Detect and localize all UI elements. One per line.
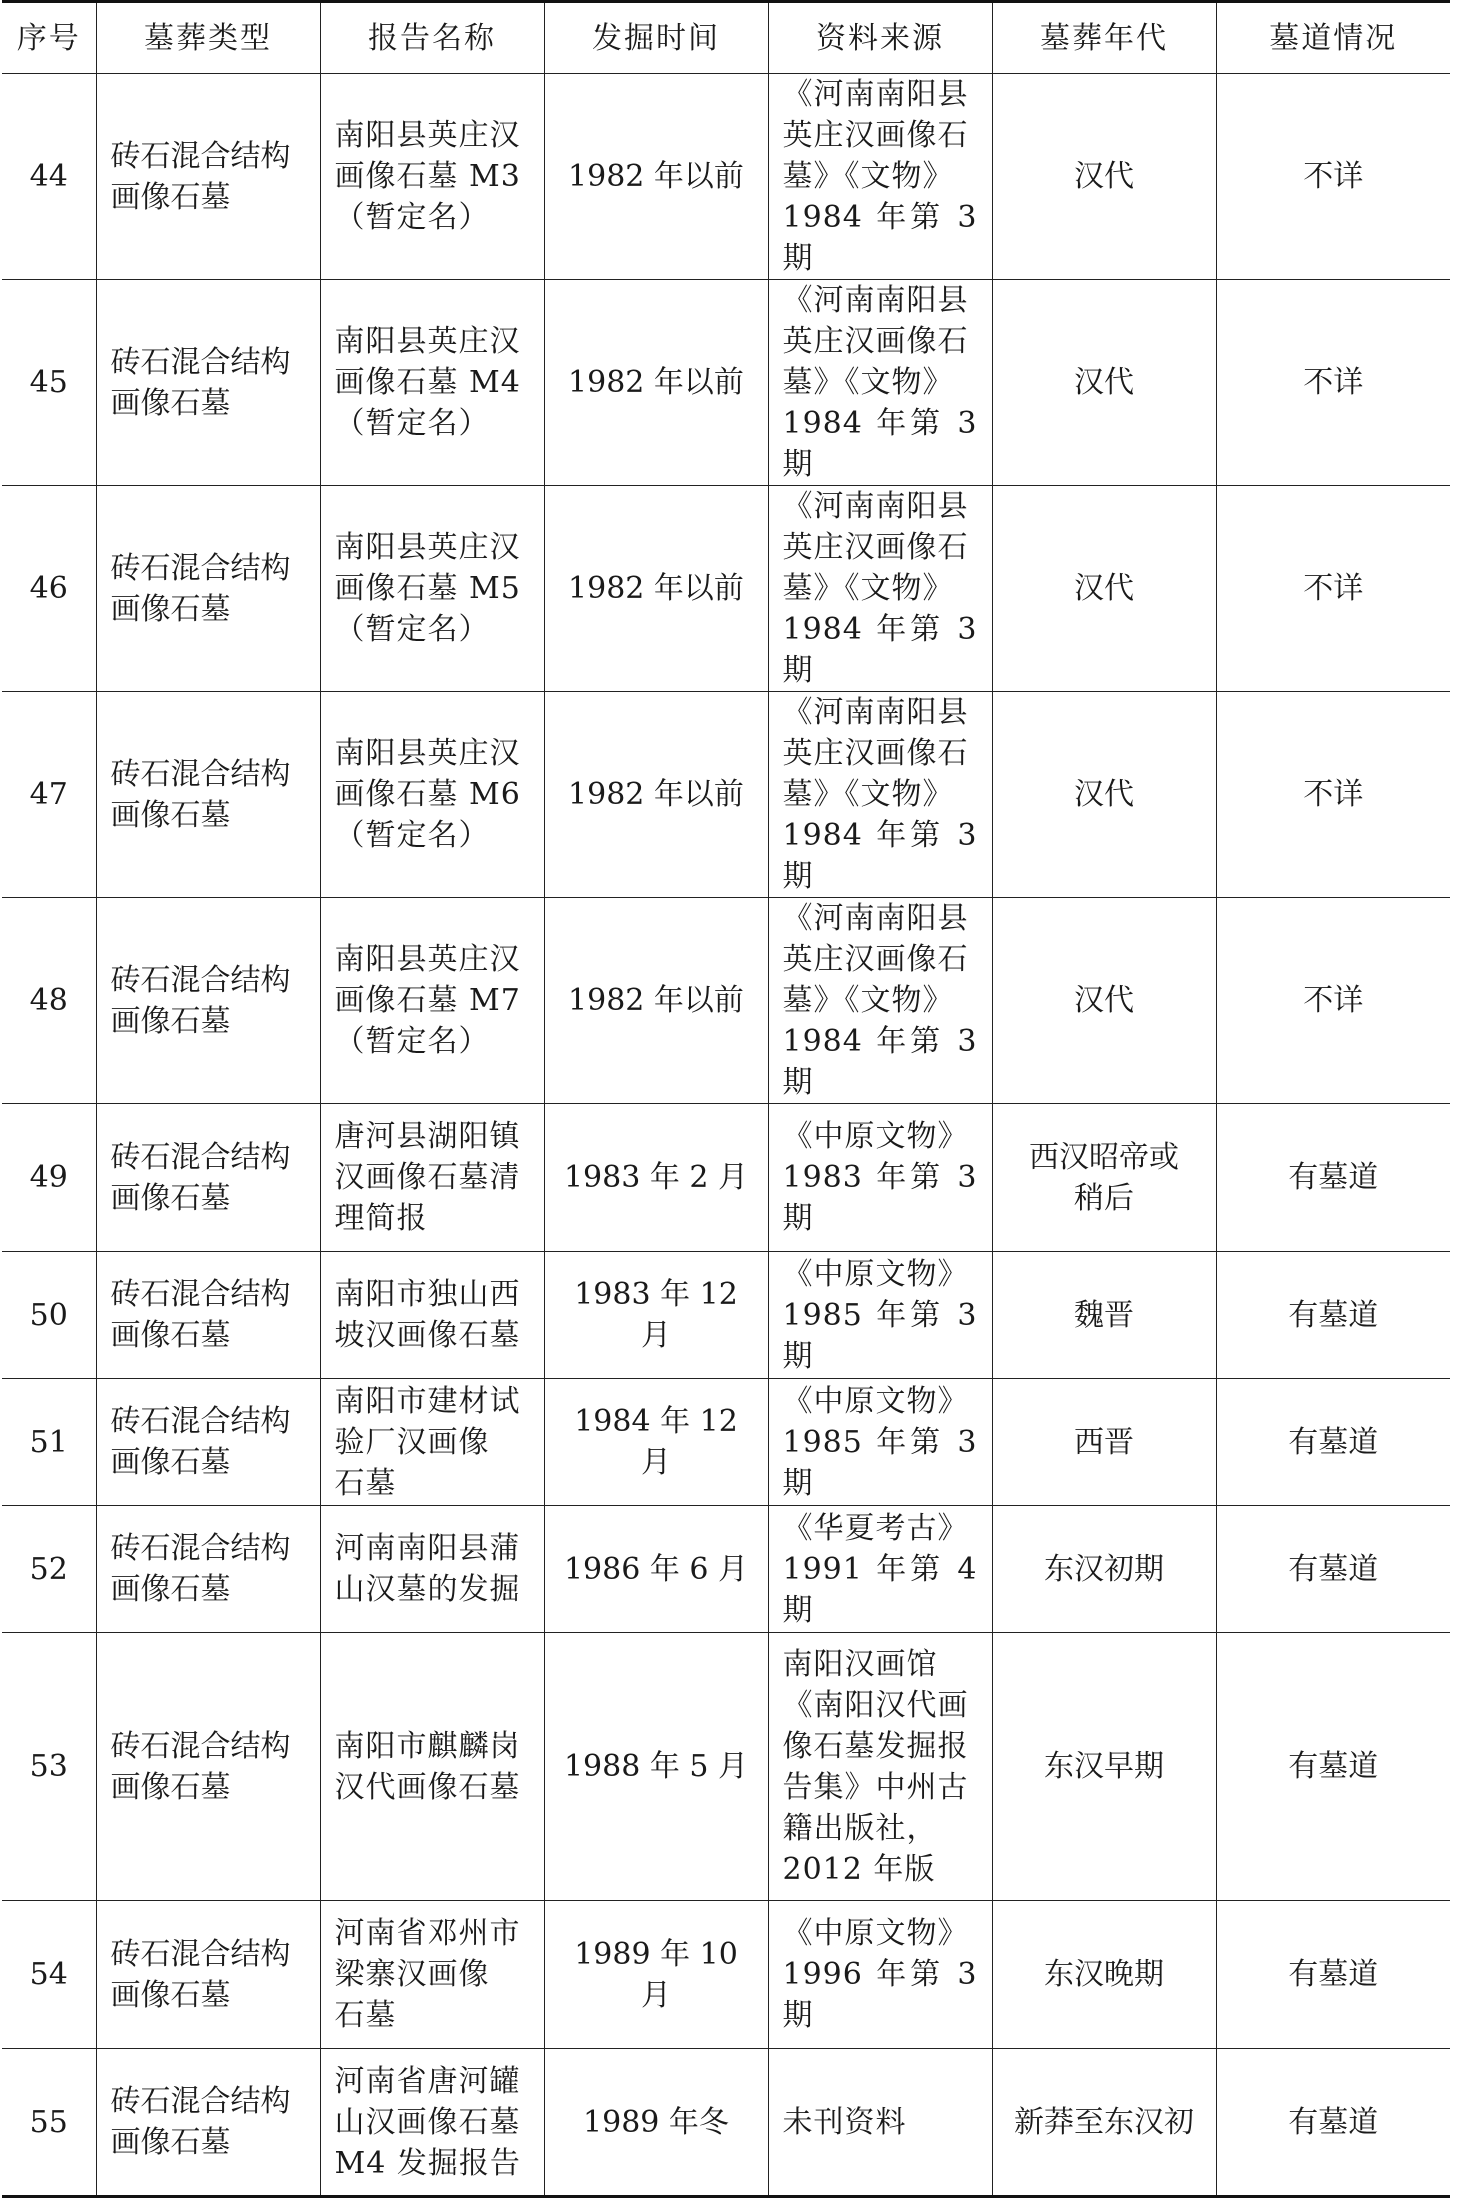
cell-report-name	[320, 2049, 544, 2197]
cell-excavation-date-text: 1984 年 12 月	[574, 1404, 738, 1480]
header-passage: 墓道情况	[1216, 2, 1450, 74]
cell-excavation-date-text: 1982 年以前	[568, 571, 744, 606]
cell-tomb-type	[96, 1506, 320, 1633]
cell-excavation-date	[544, 280, 768, 486]
cell-passage	[1216, 1901, 1450, 2049]
cell-index	[2, 1379, 96, 1506]
cell-excavation-date-text: 1982 年以前	[568, 365, 744, 400]
header-tomb-type: 墓葬类型	[96, 2, 320, 74]
cell-tomb-type-text: 砖石混合结构 画像石墓	[110, 2084, 291, 2160]
cell-report-name	[320, 898, 544, 1104]
cell-era-text: 汉代	[1074, 983, 1134, 1018]
table-row	[2, 1633, 1450, 1901]
cell-report-name-text: 南阳市麒麟岗 汉代画像石墓	[334, 1728, 521, 1805]
cell-source-text: 《河南南阳县 英庄汉画像石 墓》《文物》 1984 年第 3 期	[782, 283, 978, 482]
cell-report-name	[320, 280, 544, 486]
cell-tomb-type-text: 砖石混合结构 画像石墓	[110, 550, 291, 627]
table-row	[2, 1506, 1450, 1633]
cell-source-text: 《河南南阳县 英庄汉画像石 墓》《文物》 1984 年第 3 期	[782, 901, 978, 1100]
cell-era	[992, 692, 1216, 898]
cell-report-name-text: 南阳县英庄汉 画像石墓 M5 （暂定名）	[334, 530, 521, 647]
cell-report-name-text: 南阳县英庄汉 画像石墓 M6 （暂定名）	[334, 736, 521, 853]
cell-report-name	[320, 1901, 544, 2049]
cell-index	[2, 74, 96, 280]
cell-passage-text: 有墓道	[1288, 1297, 1379, 1333]
cell-source	[768, 898, 992, 1104]
cell-era	[992, 486, 1216, 692]
cell-era-text: 汉代	[1074, 365, 1134, 400]
cell-excavation-date-text: 1982 年以前	[568, 983, 744, 1018]
cell-index-text: 49	[29, 1160, 68, 1195]
table-row	[2, 280, 1450, 486]
header-era: 墓葬年代	[992, 2, 1216, 74]
cell-passage-text: 有墓道	[1288, 1957, 1379, 1992]
cell-passage	[1216, 1252, 1450, 1379]
cell-tomb-type-text: 砖石混合结构 画像石墓	[110, 1936, 291, 2013]
cell-index	[2, 1633, 96, 1901]
cell-era	[992, 2049, 1216, 2197]
cell-excavation-date	[544, 898, 768, 1104]
cell-passage-text: 有墓道	[1288, 1551, 1379, 1587]
header-source: 资料来源	[768, 2, 992, 74]
cell-source-text: 南阳汉画馆 《南阳汉代画 像石墓发掘报 告集》中州古 籍出版社， 2012 年版	[782, 1646, 969, 1887]
cell-tomb-type	[96, 1633, 320, 1901]
cell-report-name-text: 南阳县英庄汉 画像石墓 M7 （暂定名）	[334, 942, 521, 1059]
cell-era	[992, 74, 1216, 280]
cell-excavation-date-text: 1988 年 5 月	[563, 1749, 749, 1784]
cell-source-text: 《河南南阳县 英庄汉画像石 墓》《文物》 1984 年第 3 期	[782, 77, 978, 276]
header-report-name: 报告名称	[320, 2, 544, 74]
cell-index-text: 47	[29, 777, 68, 812]
cell-index	[2, 1901, 96, 2049]
cell-source	[768, 1506, 992, 1633]
cell-report-name	[320, 1104, 544, 1252]
cell-index	[2, 1506, 96, 1633]
cell-index	[2, 898, 96, 1104]
cell-era	[992, 1379, 1216, 1506]
cell-excavation-date-text: 1982 年以前	[568, 159, 744, 194]
cell-tomb-type-text: 砖石混合结构 画像石墓	[110, 1404, 291, 1480]
cell-source	[768, 692, 992, 898]
cell-source-text: 《河南南阳县 英庄汉画像石 墓》《文物》 1984 年第 3 期	[782, 489, 978, 688]
cell-era	[992, 898, 1216, 1104]
cell-era	[992, 1252, 1216, 1379]
cell-source-text: 《中原文物》 1983 年第 3 期	[782, 1119, 978, 1236]
cell-tomb-type-text: 砖石混合结构 画像石墓	[110, 1277, 291, 1353]
cell-source	[768, 1633, 992, 1901]
cell-excavation-date-text: 1989 年 10 月	[574, 1936, 738, 2013]
cell-excavation-date-text: 1983 年 2 月	[563, 1160, 749, 1195]
header-excavation-date: 发掘时间	[544, 2, 768, 74]
cell-passage-text: 不详	[1303, 777, 1364, 812]
table-row	[2, 1252, 1450, 1379]
cell-passage	[1216, 898, 1450, 1104]
table-row	[2, 1379, 1450, 1506]
cell-report-name-text: 南阳市独山西 坡汉画像石墓	[334, 1277, 521, 1353]
cell-index-text: 52	[29, 1551, 68, 1587]
cell-era	[992, 280, 1216, 486]
cell-source	[768, 486, 992, 692]
cell-era-text: 汉代	[1074, 777, 1134, 812]
cell-era	[992, 1633, 1216, 1901]
cell-report-name-text: 南阳县英庄汉 画像石墓 M3 （暂定名）	[334, 118, 521, 235]
cell-tomb-type	[96, 1252, 320, 1379]
cell-report-name-text: 河南南阳县蒲 山汉墓的发掘	[334, 1531, 521, 1607]
cell-excavation-date-text: 1989 年冬	[583, 2104, 729, 2140]
table-row	[2, 2049, 1450, 2197]
cell-era	[992, 1104, 1216, 1252]
table-row	[2, 74, 1450, 280]
cell-report-name-text: 河南省唐河罐 山汉画像石墓 M4 发掘报告	[334, 2063, 521, 2181]
table-row	[2, 898, 1450, 1104]
cell-source	[768, 74, 992, 280]
cell-tomb-type	[96, 74, 320, 280]
cell-index	[2, 1104, 96, 1252]
cell-excavation-date-text: 1982 年以前	[568, 777, 744, 812]
cell-index-text: 51	[29, 1424, 68, 1460]
cell-index-text: 54	[29, 1957, 68, 1992]
cell-excavation-date	[544, 1104, 768, 1252]
cell-passage-text: 有墓道	[1288, 1160, 1379, 1195]
cell-report-name-text: 河南省邓州市 梁寨汉画像 石墓	[334, 1916, 521, 2033]
cell-index	[2, 280, 96, 486]
cell-excavation-date	[544, 1252, 768, 1379]
cell-report-name-text: 南阳县英庄汉 画像石墓 M4 （暂定名）	[334, 324, 521, 441]
cell-passage	[1216, 692, 1450, 898]
cell-index	[2, 486, 96, 692]
cell-passage	[1216, 1633, 1450, 1901]
cell-tomb-type	[96, 486, 320, 692]
cell-tomb-type-text: 砖石混合结构 画像石墓	[110, 138, 291, 215]
cell-source-text: 《中原文物》 1985 年第 3 期	[782, 1383, 978, 1501]
cell-era-text: 魏晋	[1074, 1297, 1134, 1333]
cell-excavation-date	[544, 1633, 768, 1901]
cell-passage	[1216, 486, 1450, 692]
cell-passage-text: 不详	[1303, 983, 1364, 1018]
cell-tomb-type	[96, 1901, 320, 2049]
cell-source	[768, 280, 992, 486]
cell-era-text: 汉代	[1074, 571, 1134, 606]
cell-report-name	[320, 74, 544, 280]
cell-source	[768, 1104, 992, 1252]
cell-era-text: 西汉昭帝或 稍后	[1029, 1139, 1179, 1216]
table-row	[2, 1901, 1450, 2049]
cell-report-name-text: 南阳市建材试 验厂汉画像 石墓	[334, 1383, 521, 1501]
cell-index-text: 50	[29, 1297, 68, 1333]
cell-index-text: 53	[29, 1749, 68, 1784]
cell-era	[992, 1506, 1216, 1633]
cell-tomb-type	[96, 2049, 320, 2197]
cell-era-text: 汉代	[1074, 159, 1134, 194]
cell-tomb-type-text: 砖石混合结构 画像石墓	[110, 1139, 291, 1216]
cell-tomb-type	[96, 898, 320, 1104]
cell-passage	[1216, 280, 1450, 486]
cell-source-text: 《中原文物》 1985 年第 3 期	[782, 1256, 978, 1374]
table-row	[2, 692, 1450, 898]
cell-passage-text: 不详	[1303, 365, 1364, 400]
cell-source-text: 《华夏考古》 1991 年第 4 期	[782, 1510, 978, 1628]
cell-tomb-type	[96, 692, 320, 898]
cell-index	[2, 2049, 96, 2197]
cell-index-text: 55	[29, 2104, 68, 2140]
header-index: 序号	[2, 2, 96, 74]
cell-report-name	[320, 486, 544, 692]
cell-excavation-date	[544, 2049, 768, 2197]
cell-excavation-date-text: 1986 年 6 月	[563, 1551, 749, 1587]
cell-source-text: 《中原文物》 1996 年第 3 期	[782, 1916, 978, 2033]
cell-tomb-type	[96, 1379, 320, 1506]
table-row	[2, 1104, 1450, 1252]
cell-source-text: 未刊资料	[782, 2104, 907, 2140]
cell-report-name	[320, 1252, 544, 1379]
cell-excavation-date	[544, 1379, 768, 1506]
cell-source	[768, 1379, 992, 1506]
cell-tomb-type-text: 砖石混合结构 画像石墓	[110, 1531, 291, 1607]
cell-era	[992, 1901, 1216, 2049]
cell-report-name-text: 唐河县湖阳镇 汉画像石墓清 理简报	[334, 1119, 521, 1236]
cell-excavation-date	[544, 74, 768, 280]
cell-passage	[1216, 2049, 1450, 2197]
cell-era-text: 东汉初期	[1044, 1551, 1164, 1587]
cell-passage-text: 不详	[1303, 159, 1364, 194]
cell-era-text: 新莽至东汉初	[1014, 2104, 1194, 2140]
cell-tomb-type-text: 砖石混合结构 画像石墓	[110, 756, 291, 833]
cell-tomb-type-text: 砖石混合结构 画像石墓	[110, 962, 291, 1039]
cell-report-name	[320, 1379, 544, 1506]
cell-excavation-date	[544, 692, 768, 898]
cell-tomb-type-text: 砖石混合结构 画像石墓	[110, 344, 291, 421]
cell-tomb-type-text: 砖石混合结构 画像石墓	[110, 1728, 291, 1805]
cell-passage	[1216, 1379, 1450, 1506]
cell-source	[768, 1252, 992, 1379]
cell-excavation-date	[544, 486, 768, 692]
table-header-row	[2, 2, 1450, 74]
cell-era-text: 东汉晚期	[1044, 1957, 1164, 1992]
cell-tomb-type	[96, 1104, 320, 1252]
cell-passage-text: 有墓道	[1288, 2104, 1379, 2140]
cell-excavation-date	[544, 1901, 768, 2049]
cell-era-text: 东汉早期	[1044, 1749, 1164, 1784]
cell-passage-text: 有墓道	[1288, 1424, 1379, 1460]
cell-index-text: 44	[29, 159, 68, 194]
cell-index-text: 46	[29, 571, 68, 606]
cell-report-name	[320, 1633, 544, 1901]
cell-excavation-date-text: 1983 年 12 月	[574, 1277, 738, 1353]
cell-index-text: 48	[29, 983, 68, 1018]
cell-report-name	[320, 692, 544, 898]
cell-excavation-date	[544, 1506, 768, 1633]
cell-source	[768, 1901, 992, 2049]
cell-index	[2, 1252, 96, 1379]
cell-era-text: 西晋	[1074, 1424, 1134, 1460]
cell-source	[768, 2049, 992, 2197]
cell-source-text: 《河南南阳县 英庄汉画像石 墓》《文物》 1984 年第 3 期	[782, 695, 978, 894]
cell-tomb-type	[96, 280, 320, 486]
cell-passage-text: 有墓道	[1288, 1749, 1379, 1784]
tomb-data-table	[2, 0, 1450, 2198]
cell-index-text: 45	[29, 365, 68, 400]
cell-passage	[1216, 1506, 1450, 1633]
cell-index	[2, 692, 96, 898]
cell-passage	[1216, 1104, 1450, 1252]
cell-report-name	[320, 1506, 544, 1633]
table-body	[2, 74, 1450, 2197]
cell-passage-text: 不详	[1303, 571, 1364, 606]
table-row	[2, 486, 1450, 692]
cell-passage	[1216, 74, 1450, 280]
